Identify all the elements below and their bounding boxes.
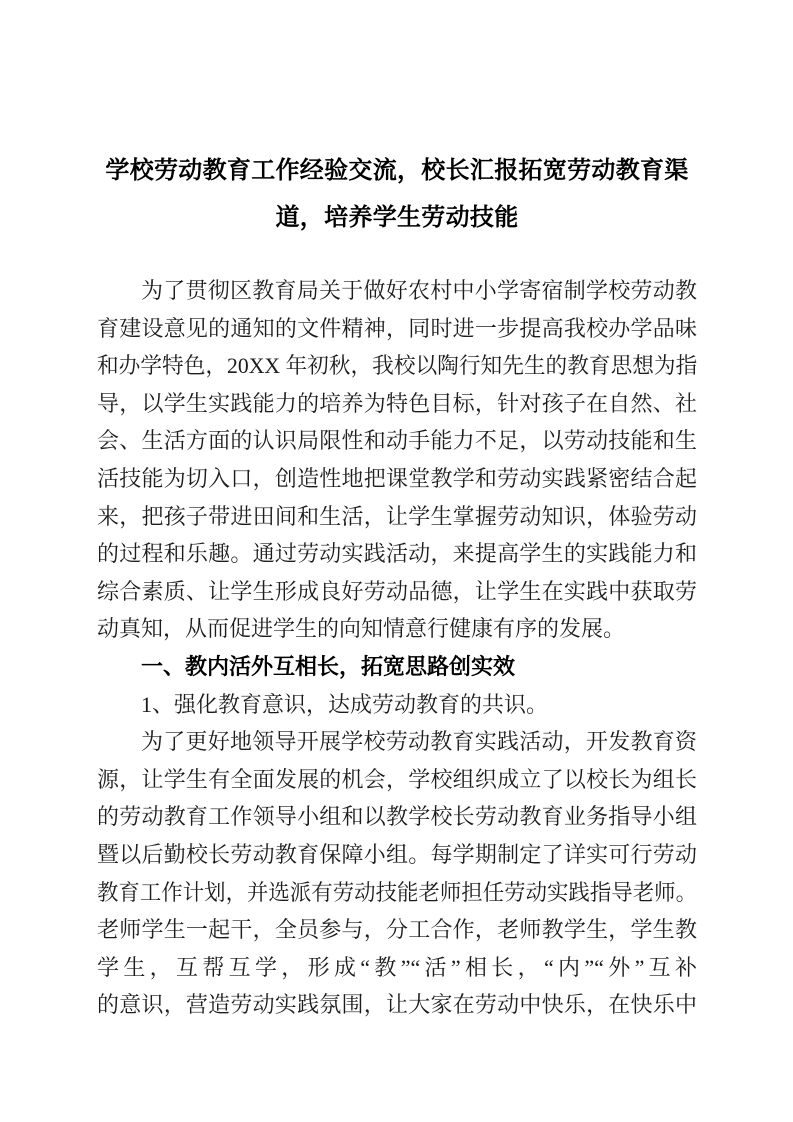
- section-heading-1: [97, 648, 697, 686]
- title-line-1: 学校劳动教育工作经验交流，校长汇报拓宽劳动教育渠: [105, 158, 689, 184]
- text-line: 为了贯彻区教育局关于做好农村中小学寄宿制学校劳动教: [141, 278, 697, 303]
- document-body: [97, 272, 697, 1024]
- paragraph-2: [97, 723, 697, 1024]
- text-line: 学生，互帮互学，形成“教”“活”相长，“内”“外”互补: [97, 954, 697, 980]
- document-content: [97, 148, 697, 1024]
- section-heading-line: 一、教内活外互相长，拓宽思路创实效: [141, 653, 516, 679]
- text-line: 会、生活方面的认识局限性和动手能力不足，以劳动技能和生: [97, 428, 697, 454]
- paragraph-1: [97, 272, 697, 648]
- text-line: 育建设意见的通知的文件精神，同时进一步提高我校办学品味: [97, 315, 697, 341]
- text-line: 活技能为切入口，创造性地把课堂教学和劳动实践紧密结合起: [97, 465, 697, 491]
- text-line: 来，把孩子带进田间和生活，让学生掌握劳动知识，体验劳动: [97, 503, 697, 529]
- text-line: 的意识，营造劳动实践氛围，让大家在劳动中快乐，在快乐中: [97, 992, 697, 1018]
- text-line: 动真知，从而促进学生的向知情意行健康有序的发展。: [97, 616, 626, 642]
- text-line: 教育工作计划，并选派有劳动技能老师担任劳动实践指导老师。: [97, 879, 698, 905]
- text-line: 为了更好地领导开展学校劳动教育实践活动，开发教育资: [141, 729, 697, 755]
- text-line: 和办学特色，20XX 年初秋，我校以陶行知先生的教育思想为指: [97, 353, 698, 379]
- text-line: 老师学生一起干，全员参与，分工合作，老师教学生，学生教: [97, 917, 697, 943]
- text-line: 的过程和乐趣。通过劳动实践活动，来提高学生的实践能力和: [97, 541, 697, 567]
- text-line: 导，以学生实践能力的培养为特色目标，针对孩子在自然、社: [97, 390, 697, 416]
- text-line: 1、强化教育意识，达成劳动教育的共识。: [141, 691, 549, 717]
- text-line: 综合素质、让学生形成良好劳动品德，让学生在实践中获取劳: [97, 578, 697, 604]
- document-title: [97, 148, 697, 242]
- title-line-2: 道，培养学生劳动技能: [275, 205, 519, 231]
- numbered-point-1: [97, 686, 697, 724]
- text-line: 源，让学生有全面发展的机会，学校组织成立了以校长为组长: [97, 766, 697, 792]
- text-line: 的劳动教育工作领导小组和以教学校长劳动教育业务指导小组: [97, 804, 697, 830]
- text-line: 暨以后勤校长劳动教育保障小组。每学期制定了详实可行劳动: [97, 841, 697, 867]
